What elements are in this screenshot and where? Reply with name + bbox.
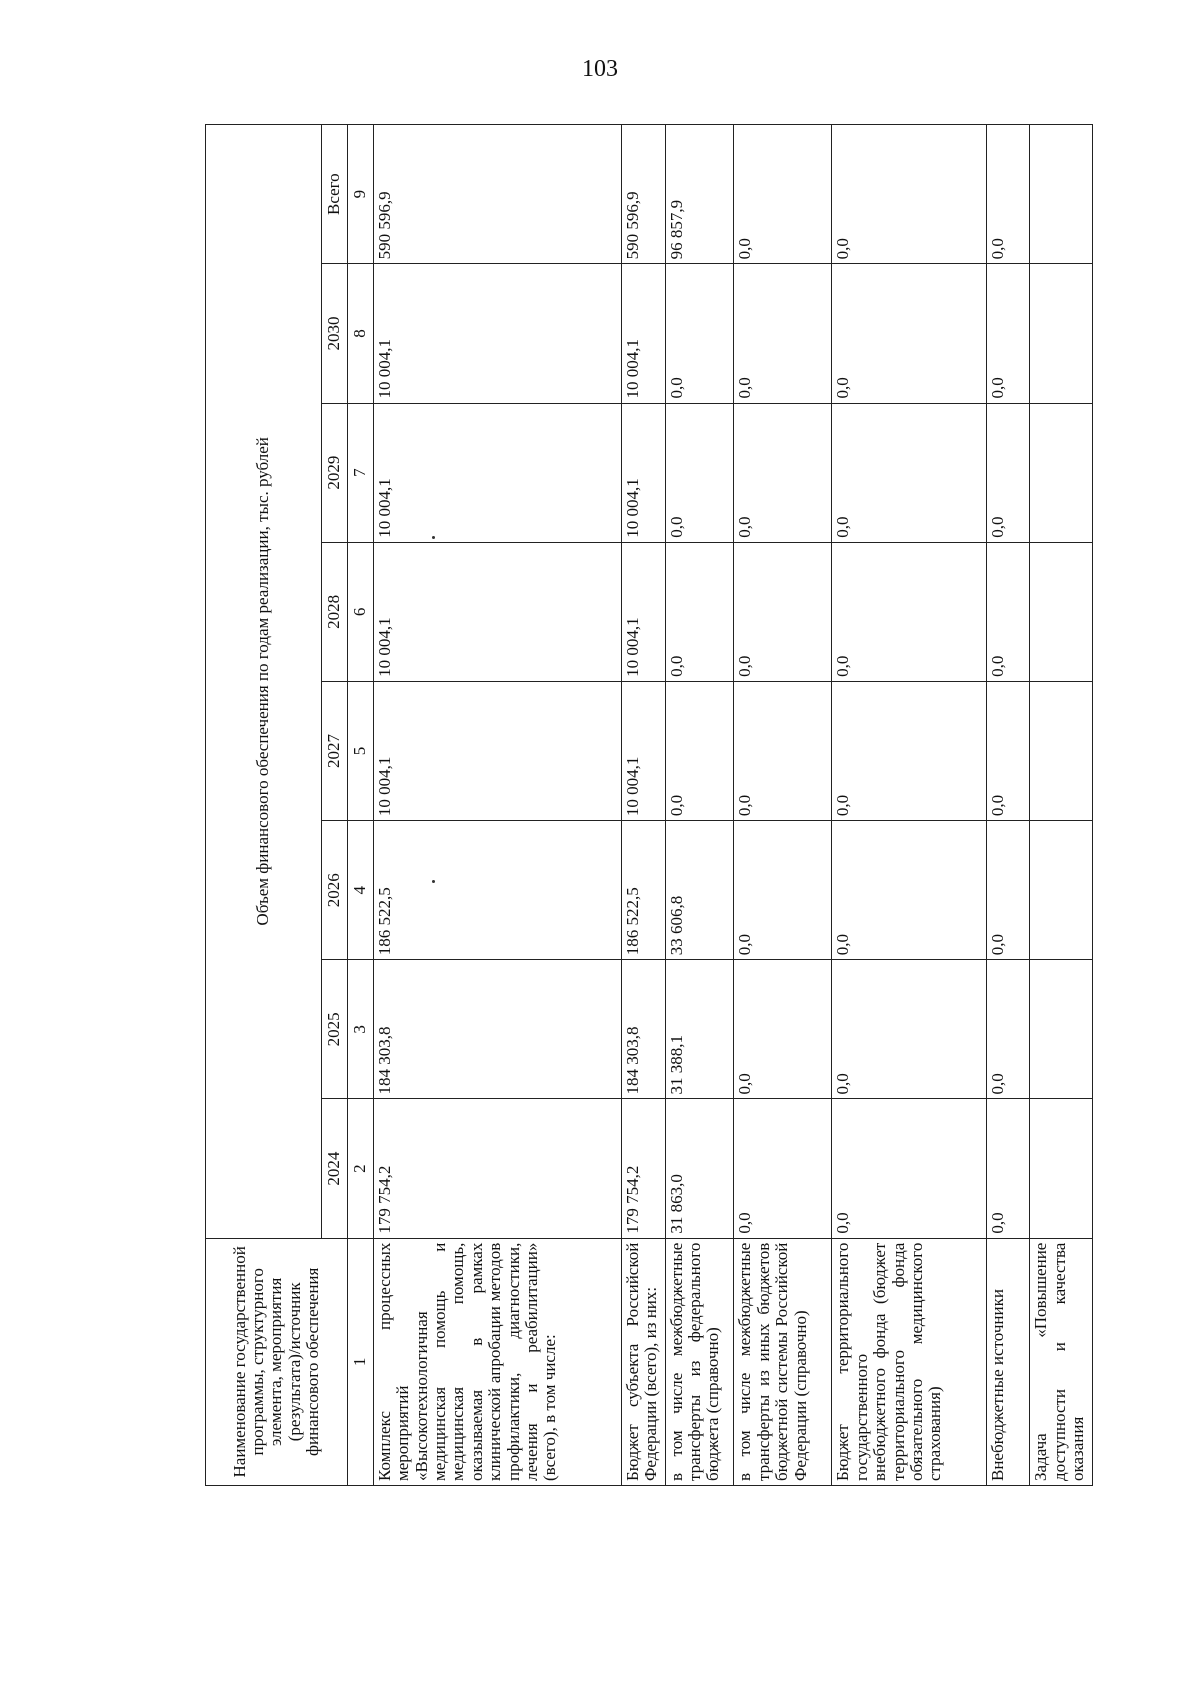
cell-2024: 31 863,0	[665, 1099, 734, 1238]
cell-2026: 186 522,5	[621, 821, 665, 960]
cell-2027: 0,0	[986, 681, 1030, 820]
cell-2027	[1030, 681, 1093, 820]
column-index-row	[348, 125, 374, 1486]
column-index: 3	[348, 960, 374, 1099]
table-rotated-frame	[205, 124, 1093, 1486]
header-year: 2024	[322, 1099, 348, 1238]
cell-2028: 0,0	[734, 542, 832, 681]
row-name: в том числе межбюджетные трансферты из иных бюджетов бюджетной системы Российской Федерации (справочно)	[734, 1238, 832, 1485]
cell-2024: 179 754,2	[621, 1099, 665, 1238]
cell-2024	[1030, 1099, 1093, 1238]
cell-2025: 0,0	[986, 960, 1030, 1099]
cell-2024: 0,0	[734, 1099, 832, 1238]
cell-2024: 0,0	[986, 1099, 1030, 1238]
header-year: 2027	[322, 681, 348, 820]
row-name: Задача «Повышение доступности и качества оказания	[1030, 1238, 1093, 1485]
column-index: 2	[348, 1099, 374, 1238]
header-row	[206, 125, 322, 1486]
row-name: Бюджет территориального государственного внебюджетного фонда (бюджет территориального фонда обязательного медицинского страхования)	[832, 1238, 986, 1485]
column-index: 8	[348, 264, 374, 403]
cell-2029: 10 004,1	[621, 403, 665, 542]
cell-total: 96 857,9	[665, 125, 734, 264]
page-number: 103	[582, 56, 618, 82]
cell-2030: 10 004,1	[374, 264, 622, 403]
table-row	[1030, 125, 1093, 1486]
row-name: в том числе межбюджетные трансферты из федерального бюджета (справочно)	[665, 1238, 734, 1485]
cell-2030: 0,0	[734, 264, 832, 403]
financing-table	[205, 124, 1093, 1486]
cell-2030	[1030, 264, 1093, 403]
cell-2029: 10 004,1	[374, 403, 622, 542]
cell-2025: 31 388,1	[665, 960, 734, 1099]
header-volume-title: Объем финансового обеспечения по годам реализации, тыс. рублей	[206, 125, 322, 1239]
cell-total	[1030, 125, 1093, 264]
cell-2026: 33 606,8	[665, 821, 734, 960]
cell-2029: 0,0	[665, 403, 734, 542]
column-index: 1	[348, 1238, 374, 1485]
header-year: 2029	[322, 403, 348, 542]
cell-total: 0,0	[734, 125, 832, 264]
cell-2025	[1030, 960, 1093, 1099]
cell-total: 0,0	[986, 125, 1030, 264]
table-row	[665, 125, 734, 1486]
cell-2027: 0,0	[665, 681, 734, 820]
header-year: 2030	[322, 264, 348, 403]
cell-total: 0,0	[832, 125, 986, 264]
cell-2026	[1030, 821, 1093, 960]
cell-2030: 0,0	[832, 264, 986, 403]
cell-2029: 0,0	[734, 403, 832, 542]
cell-2027: 10 004,1	[374, 681, 622, 820]
cell-2025: 0,0	[832, 960, 986, 1099]
header-year: 2025	[322, 960, 348, 1099]
cell-2028: 0,0	[986, 542, 1030, 681]
cell-2028: 10 004,1	[374, 542, 622, 681]
cell-2025: 0,0	[734, 960, 832, 1099]
header-total: Всего	[322, 125, 348, 264]
row-name: Бюджет субъекта Российской Федерации (всего), из них:	[621, 1238, 665, 1485]
table-row	[374, 125, 622, 1486]
row-name: Комплекс процессных мероприятий «Высокотехнологичная медицинская помощь и медицинская помощь, оказываемая в рамках клинической апробации методов профилактики, диагностики, лечения и реабилитации» (всего), в том числе:	[374, 1238, 622, 1485]
table-rotator	[205, 124, 1093, 1486]
table-row	[986, 125, 1030, 1486]
cell-2024: 0,0	[832, 1099, 986, 1238]
cell-total: 590 596,9	[374, 125, 622, 264]
cell-2028	[1030, 542, 1093, 681]
column-index: 9	[348, 125, 374, 264]
cell-2030: 0,0	[986, 264, 1030, 403]
column-index: 7	[348, 403, 374, 542]
cell-2026: 0,0	[734, 821, 832, 960]
header-year: 2028	[322, 542, 348, 681]
table-row	[621, 125, 665, 1486]
header-name-column: Наименование государственной программы, структурного элемента, мероприятия (результата)/источник финансового обеспечения	[206, 1238, 348, 1485]
cell-2025: 184 303,8	[621, 960, 665, 1099]
column-index: 4	[348, 821, 374, 960]
cell-2029: 0,0	[832, 403, 986, 542]
cell-2027: 10 004,1	[621, 681, 665, 820]
cell-2030: 10 004,1	[621, 264, 665, 403]
cell-2026: 0,0	[832, 821, 986, 960]
cell-2029	[1030, 403, 1093, 542]
cell-total: 590 596,9	[621, 125, 665, 264]
row-name: Внебюджетные источники	[986, 1238, 1030, 1485]
table-row	[734, 125, 832, 1486]
cell-2030: 0,0	[665, 264, 734, 403]
cell-2026: 0,0	[986, 821, 1030, 960]
cell-2027: 0,0	[832, 681, 986, 820]
cell-2026: 186 522,5	[374, 821, 622, 960]
cell-2024: 179 754,2	[374, 1099, 622, 1238]
column-index: 6	[348, 542, 374, 681]
header-year: 2026	[322, 821, 348, 960]
cell-2029: 0,0	[986, 403, 1030, 542]
column-index: 5	[348, 681, 374, 820]
cell-2028: 0,0	[665, 542, 734, 681]
cell-2028: 10 004,1	[621, 542, 665, 681]
cell-2028: 0,0	[832, 542, 986, 681]
cell-2027: 0,0	[734, 681, 832, 820]
table-row	[832, 125, 986, 1486]
cell-2025: 184 303,8	[374, 960, 622, 1099]
